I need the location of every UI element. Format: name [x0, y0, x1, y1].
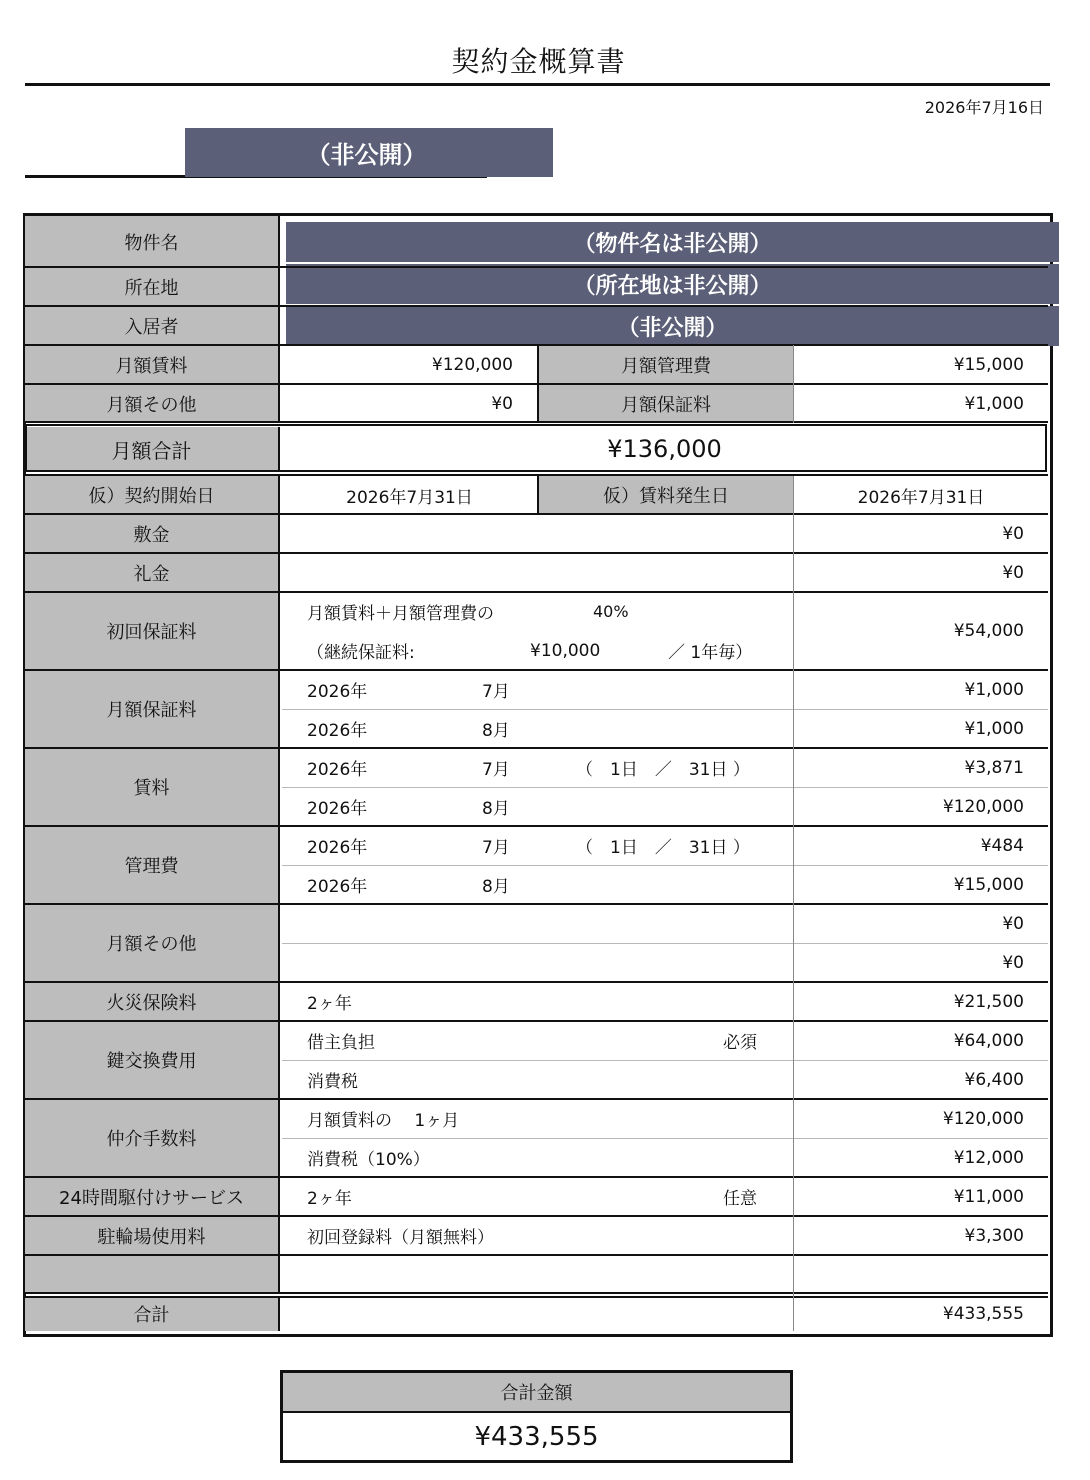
emergency-optional: 任意 — [723, 1189, 757, 1209]
monthly-mgmt-value: ¥15,000 — [953, 354, 1024, 375]
label-contract-start: 仮）契約開始日 — [25, 476, 280, 514]
label-property-name: 物件名 — [25, 216, 280, 267]
mgmt-amount: ¥15,000 — [953, 874, 1024, 895]
contract-start-value: 2026年7月31日 — [346, 487, 473, 508]
brokerage-tax-label: 消費税（10%） — [307, 1150, 430, 1170]
mgmt-month: 7月 — [482, 838, 510, 858]
renewal-guarantee-cycle: ／ 1年毎） — [668, 643, 753, 663]
issue-date: 2026年7月16日 — [924, 98, 1044, 117]
key-exchange-payer: 借主負担 — [307, 1033, 375, 1053]
label-management-fee: 管理費 — [25, 826, 280, 904]
col-divider — [793, 476, 794, 514]
mgmt-month: 8月 — [482, 877, 510, 897]
title-rule — [25, 83, 1050, 86]
mgmt-year: 2026年 — [307, 877, 368, 897]
col-divider — [793, 345, 794, 423]
bicycle-value: ¥3,300 — [964, 1225, 1024, 1246]
monthly-other-value: ¥0 — [491, 393, 513, 414]
label-monthly-other: 月額その他 — [25, 384, 280, 423]
grand-total-box — [280, 1370, 793, 1463]
fire-insurance-value: ¥21,500 — [953, 991, 1024, 1012]
label-monthly-total: 月額合計 — [25, 427, 280, 472]
mgmt-amount: ¥484 — [980, 835, 1024, 856]
brokerage-tax-value: ¥12,000 — [953, 1147, 1024, 1168]
rent-year: 2026年 — [307, 799, 368, 819]
document-title: 契約金概算書 — [451, 45, 626, 78]
rent-period: （ 1日 ／ 31日 ） — [576, 760, 750, 780]
emergency-value: ¥11,000 — [953, 1186, 1024, 1207]
monthly-rent-value: ¥120,000 — [431, 354, 513, 375]
label-bicycle-parking: 駐輪場使用料 — [25, 1216, 280, 1255]
addressee-redacted: （非公開） — [185, 128, 553, 177]
col-divider — [537, 345, 539, 423]
row-divider — [25, 305, 1048, 307]
rent-year: 2026年 — [307, 760, 368, 780]
brokerage-value: ¥120,000 — [942, 1108, 1024, 1129]
col-divider — [537, 476, 539, 514]
grand-total-label: 合計金額 — [283, 1373, 790, 1413]
row-divider — [25, 266, 1048, 268]
label-tenant: 入居者 — [25, 306, 280, 345]
key-exchange-value: ¥64,000 — [953, 1030, 1024, 1051]
brokerage-basis: 月額賃料の 1ヶ月 — [307, 1111, 460, 1131]
label-blank — [25, 1255, 280, 1293]
mgmt-year: 2026年 — [307, 838, 368, 858]
label-monthly-guarantee-fee: 月額保証料 — [539, 384, 793, 423]
amount-col-divider — [793, 514, 794, 1331]
key-exchange-tax-label: 消費税 — [307, 1072, 358, 1092]
label-brokerage: 仲介手数料 — [25, 1099, 280, 1177]
rent-amount: ¥120,000 — [942, 796, 1024, 817]
initial-guarantee-basis: 月額賃料＋月額管理費の — [307, 604, 494, 624]
key-exchange-tax-value: ¥6,400 — [964, 1069, 1024, 1090]
mgmt-period: （ 1日 ／ 31日 ） — [576, 838, 750, 858]
emergency-term: 2ヶ年 — [307, 1189, 352, 1209]
label-rent-start: 仮）賃料発生日 — [539, 476, 793, 514]
label-initial-guarantee: 初回保証料 — [25, 592, 280, 670]
label-emergency-service: 24時間駆付けサービス — [25, 1177, 280, 1216]
rent-amount: ¥3,871 — [964, 757, 1024, 778]
guarantee-month: 7月 — [482, 682, 510, 702]
monthly-guarantee-value: ¥1,000 — [964, 393, 1024, 414]
label-monthly-mgmt: 月額管理費 — [539, 345, 793, 384]
label-sum: 合計 — [25, 1297, 280, 1331]
deposit-value: ¥0 — [1002, 523, 1024, 544]
label-monthly-guarantee: 月額保証料 — [25, 670, 280, 748]
key-money-value: ¥0 — [1002, 562, 1024, 583]
label-key-exchange: 鍵交換費用 — [25, 1021, 280, 1099]
rent-month: 8月 — [482, 799, 510, 819]
label-address: 所在地 — [25, 267, 280, 306]
guarantee-year: 2026年 — [307, 682, 368, 702]
bicycle-note: 初回登録料（月額無料） — [307, 1228, 494, 1248]
label-rent: 賃料 — [25, 748, 280, 826]
guarantee-year: 2026年 — [307, 721, 368, 741]
row-divider — [25, 1292, 1048, 1294]
key-exchange-required: 必須 — [723, 1033, 757, 1053]
initial-guarantee-rate: 40% — [593, 602, 629, 621]
renewal-guarantee-text: （継続保証料: — [307, 643, 415, 663]
guarantee-month: 8月 — [482, 721, 510, 741]
guarantee-amount: ¥1,000 — [964, 718, 1024, 739]
label-other-monthly: 月額その他 — [25, 904, 280, 982]
label-monthly-rent: 月額賃料 — [25, 345, 280, 384]
rent-start-value: 2026年7月31日 — [857, 487, 985, 508]
label-deposit: 敷金 — [25, 514, 280, 553]
other-amount: ¥0 — [1002, 952, 1024, 973]
grand-total-value: ¥433,555 — [474, 1421, 599, 1452]
initial-guarantee-value: ¥54,000 — [953, 621, 1024, 641]
other-amount: ¥0 — [1002, 913, 1024, 934]
monthly-total-value: ¥136,000 — [607, 434, 722, 463]
fire-insurance-term: 2ヶ年 — [307, 994, 352, 1014]
rent-month: 7月 — [482, 760, 510, 780]
guarantee-amount: ¥1,000 — [964, 679, 1024, 700]
property-name-redacted: （物件名は非公開） — [286, 222, 1059, 262]
tenant-redacted: （非公開） — [286, 306, 1059, 346]
renewal-guarantee-amount: ¥10,000 — [530, 640, 601, 661]
address-redacted: （所在地は非公開） — [286, 264, 1059, 304]
label-fire-insurance: 火災保険料 — [25, 982, 280, 1021]
sum-value: ¥433,555 — [942, 1304, 1024, 1324]
label-key-money: 礼金 — [25, 553, 280, 592]
